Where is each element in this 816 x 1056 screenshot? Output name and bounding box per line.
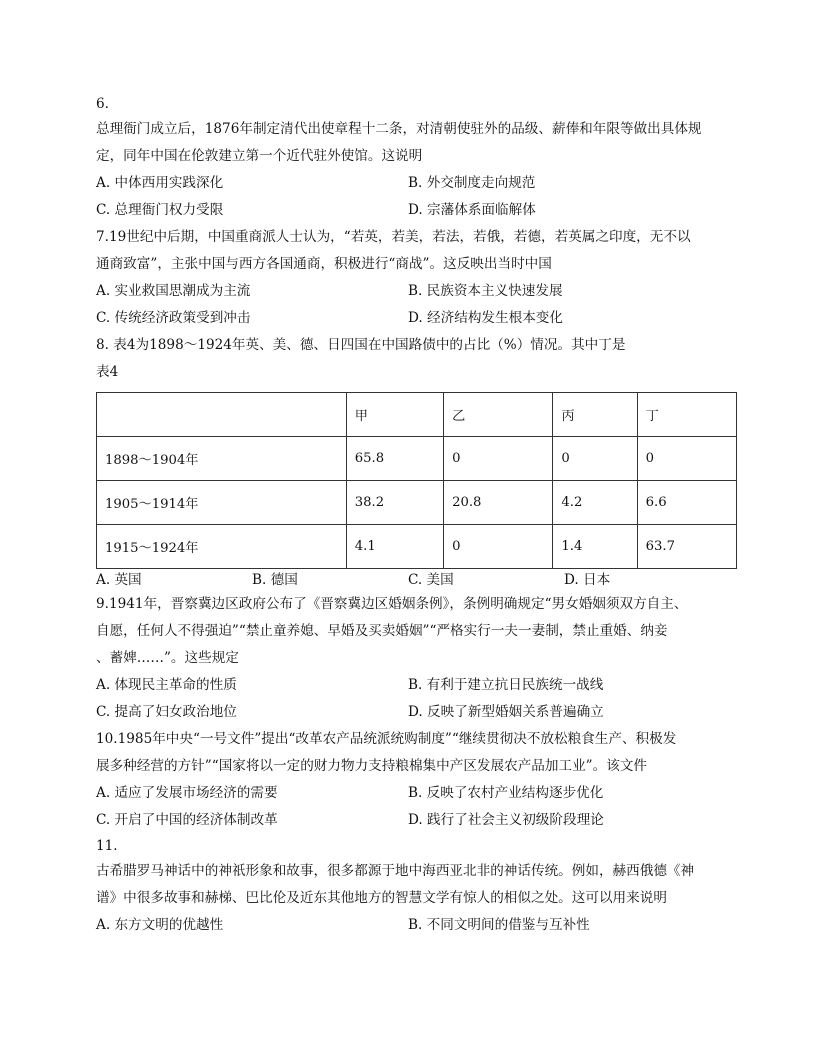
table-cell: 0	[553, 437, 637, 481]
option-b: B. 外交制度走向规范	[408, 175, 536, 191]
table-cell: 4.2	[553, 481, 637, 525]
option-a: A. 英国	[96, 572, 142, 588]
table-cell: 0	[637, 437, 736, 481]
table-cell: 6.6	[637, 481, 736, 525]
table-row	[97, 481, 737, 525]
table-cell: 63.7	[637, 525, 736, 569]
question-number: 6.	[96, 96, 109, 112]
option-b: B. 德国	[252, 572, 298, 588]
option-c: C. 总理衙门权力受限	[96, 202, 224, 218]
question-stem-line: 8. 表4为1898～1924年英、美、德、日四国在中国路债中的占比（%）情况。其中丁是	[96, 337, 626, 353]
question-stem-line: 7.19世纪中后期，中国重商派人士认为，“若英，若美，若法，若俄，若德，若英属之印度，无不以	[96, 229, 691, 245]
table-header-cell: 丙	[553, 393, 637, 437]
question-11	[96, 834, 736, 939]
option-d: D. 日本	[564, 572, 611, 588]
option-c: C. 提高了妇女政治地位	[96, 704, 237, 720]
table-cell: 1905～1914年	[97, 481, 347, 525]
question-stem-line: 通商致富”，主张中国与西方各国通商，积极进行“商战”。这反映出当时中国	[96, 256, 552, 272]
question-stem-line: 古希腊罗马神话中的神祇形象和故事，很多都源于地中海西亚北非的神话传统。例如，赫西俄德《神	[96, 863, 695, 879]
table-cell: 38.2	[346, 481, 443, 525]
option-b: B. 不同文明间的借鉴与互补性	[408, 917, 590, 933]
question-9	[96, 591, 736, 726]
option-c: C. 美国	[408, 572, 454, 588]
table-caption: 表4	[96, 364, 119, 380]
table-header-cell: 乙	[444, 393, 553, 437]
option-d: D. 践行了社会主义初级阶段理论	[408, 812, 604, 828]
table-row	[97, 525, 737, 569]
option-d: D. 经济结构发生根本变化	[408, 310, 563, 326]
exam-page	[96, 92, 736, 939]
table-header-cell	[97, 393, 347, 437]
option-b: B. 民族资本主义快速发展	[408, 283, 563, 299]
table-header-cell: 甲	[346, 393, 443, 437]
option-c: C. 传统经济政策受到冲击	[96, 310, 251, 326]
question-7	[96, 224, 736, 332]
question-10	[96, 726, 736, 834]
question-stem-line: 自愿，任何人不得强迫”“禁止童养媳、早婚及买卖婚姻”“严格实行一夫一妻制，禁止重婚、纳妾	[96, 623, 668, 639]
question-stem-line: 定，同年中国在伦敦建立第一个近代驻外使馆。这说明	[96, 148, 423, 164]
question-number: 11.	[96, 838, 118, 854]
option-b: B. 反映了农村产业结构逐步优化	[408, 785, 604, 801]
table-cell: 0	[444, 437, 553, 481]
table-row	[97, 437, 737, 481]
table-cell: 0	[444, 525, 553, 569]
table-header-row	[97, 393, 737, 437]
option-d: D. 宗藩体系面临解体	[408, 202, 536, 218]
option-d: D. 反映了新型婚姻关系普遍确立	[408, 704, 604, 720]
question-stem-line: 9.1941年，晋察冀边区政府公布了《晋察冀边区婚姻条例》，条例明确规定“男女婚姻须双方自主、	[96, 596, 688, 612]
option-a: A. 中体西用实践深化	[96, 175, 224, 191]
table-header-cell: 丁	[637, 393, 736, 437]
question-stem-line: 10.1985年中央“一号文件”提出“改革农产品统派统购制度”“继续贯彻决不放松粮食生产、积极发	[96, 731, 677, 747]
table-cell: 65.8	[346, 437, 443, 481]
table-cell: 1.4	[553, 525, 637, 569]
question-stem-line: 总理衙门成立后，1876年制定清代出使章程十二条，对清朝使驻外的品级、薪俸和年限等做出具体规	[96, 121, 702, 137]
option-a: A. 东方文明的优越性	[96, 917, 224, 933]
option-c: C. 开启了中国的经济体制改革	[96, 812, 278, 828]
question-stem-line: 谱》中很多故事和赫梯、巴比伦及近东其他地方的智慧文学有惊人的相似之处。这可以用来说明	[96, 890, 667, 906]
question-6	[96, 92, 736, 224]
question-8	[96, 332, 736, 591]
table-cell: 20.8	[444, 481, 553, 525]
option-a: A. 实业救国思潮成为主流	[96, 283, 251, 299]
option-b: B. 有利于建立抗日民族统一战线	[408, 677, 604, 693]
table-cell: 1915～1924年	[97, 525, 347, 569]
table-cell: 1898～1904年	[97, 437, 347, 481]
question-stem-line: 展多种经营的方针”“国家将以一定的财力物力支持粮棉集中产区发展农产品加工业”。该文件	[96, 758, 648, 774]
option-a: A. 适应了发展市场经济的需要	[96, 785, 278, 801]
question-stem-line: 、蓄婢……”。这些规定	[96, 650, 239, 666]
data-table	[96, 392, 737, 569]
table-cell: 4.1	[346, 525, 443, 569]
option-a: A. 体现民主革命的性质	[96, 677, 237, 693]
